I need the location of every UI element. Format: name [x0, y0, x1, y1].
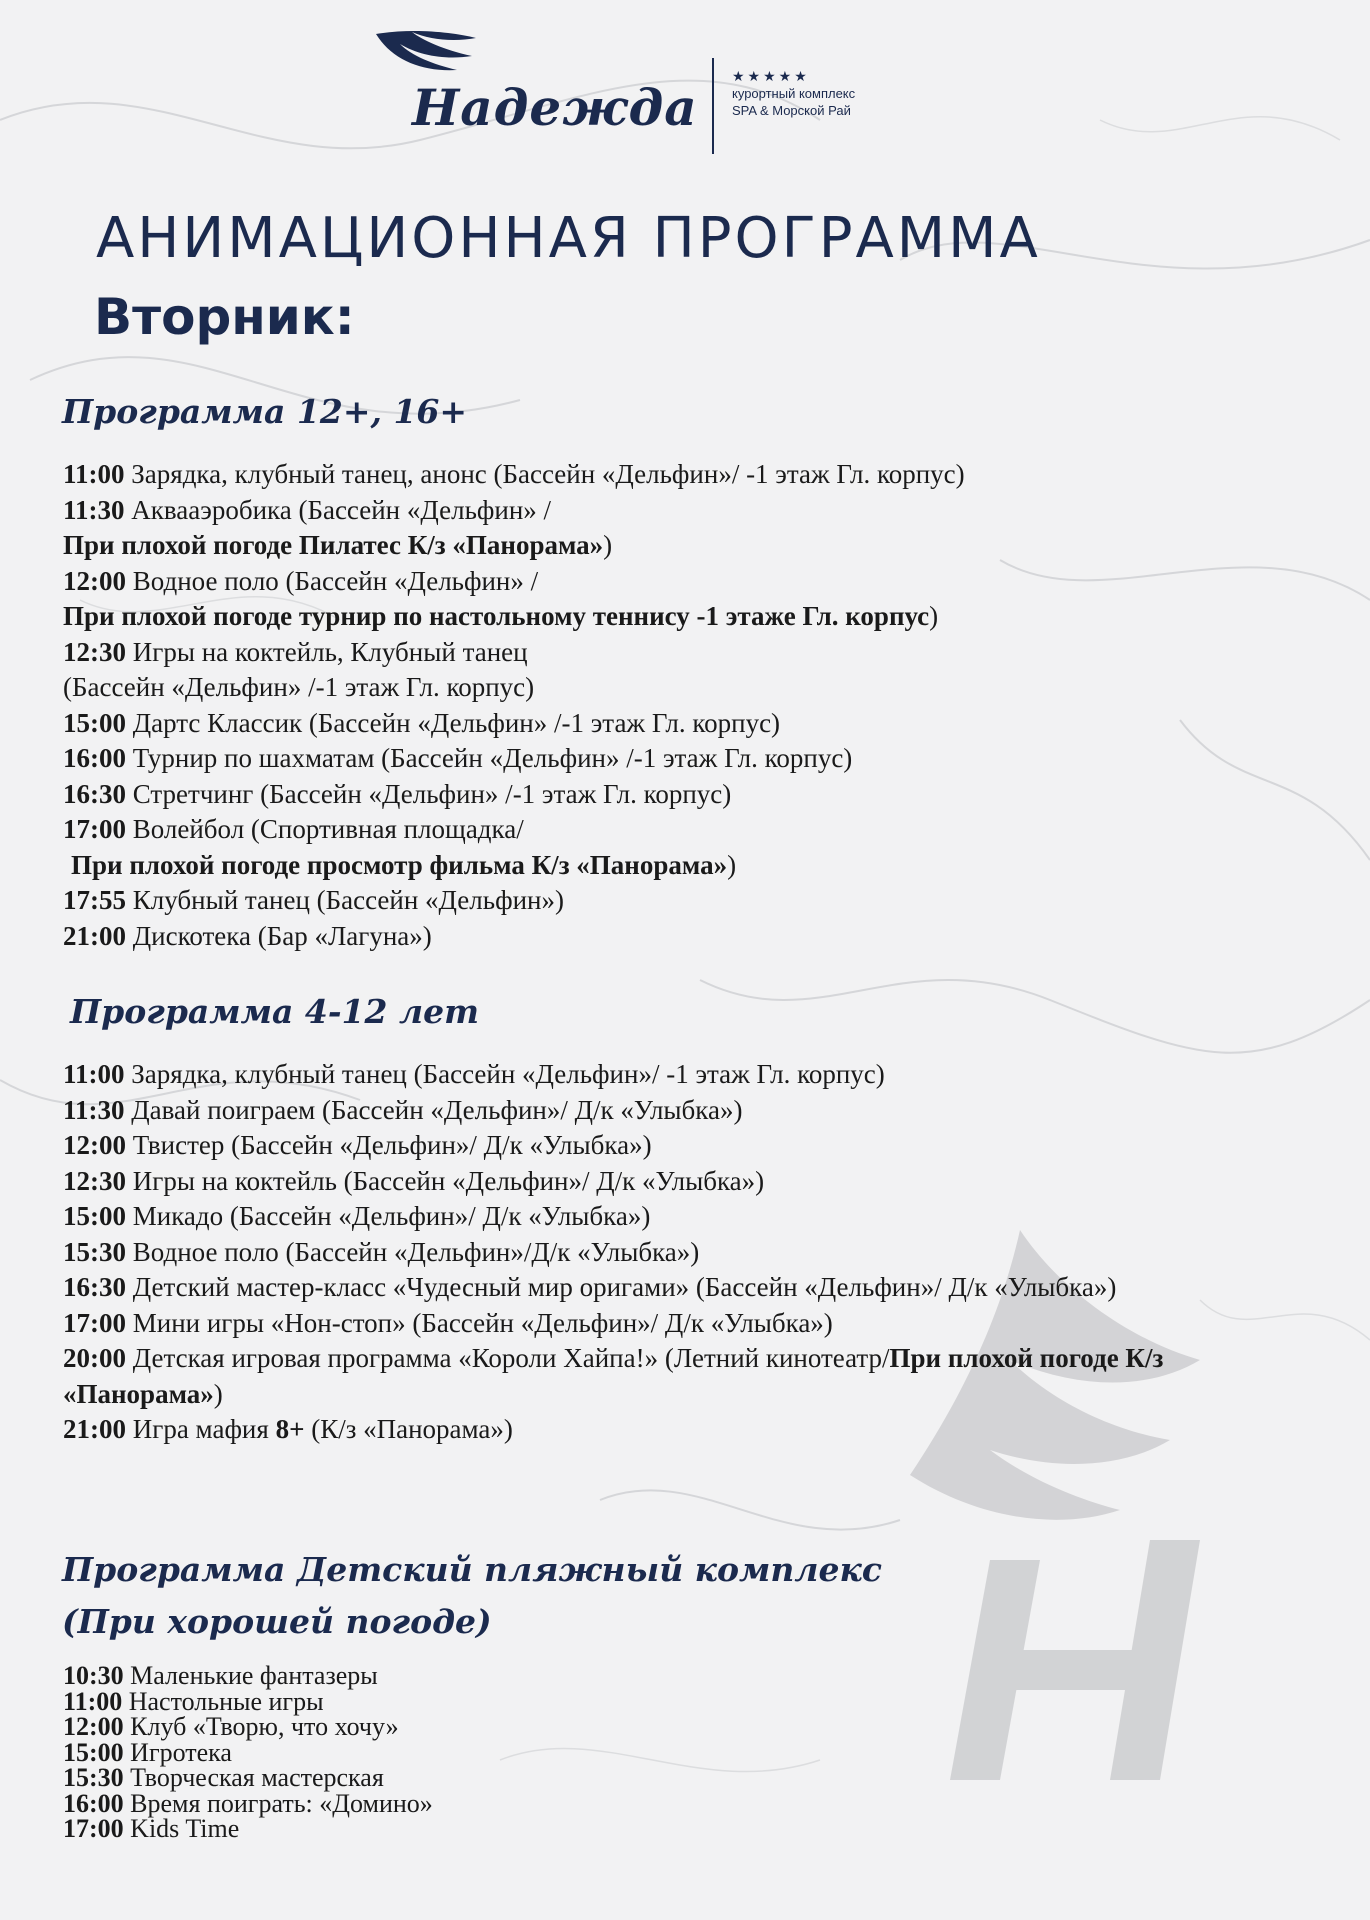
list-item: 15:00 Микадо (Бассейн «Дельфин»/ Д/к «Улыбка»): [63, 1201, 651, 1231]
list-item: 16:30 Детский мастер-класс «Чудесный мир оригами» (Бассейн «Дельфин»/ Д/к «Улыбка»): [63, 1272, 1117, 1302]
list-item: 15:30 Творческая мастерская: [63, 1763, 384, 1792]
list-item: При плохой погоде Пилатес К/з «Панорама»): [63, 530, 613, 560]
list-item: 20:00 Детская игровая программа «Короли Хайпа!» (Летний кинотеатр/При плохой погоде К/з «Панорама»): [63, 1343, 1164, 1409]
list-item: 17:00 Мини игры «Нон-стоп» (Бассейн «Дельфин»/ Д/к «Улыбка»): [63, 1307, 833, 1338]
list-item: 10:30 Маленькие фантазеры: [63, 1661, 378, 1690]
list-item: 16:00 Турнир по шахматам (Бассейн «Дельфин» /-1 этаж Гл. корпус): [63, 743, 853, 773]
list-item: 21:00 Игра мафия 8+ (К/з «Панорама»): [63, 1414, 513, 1444]
logo-line-1: курортный комплекс: [732, 86, 856, 101]
section-title-beach: Программа Детский пляжный комплекс: [62, 1550, 882, 1589]
hotel-logo: [372, 30, 892, 137]
list-item: 11:00 Зарядка, клубный танец (Бассейн «Дельфин»/ -1 этаж Гл. корпус): [63, 1059, 885, 1089]
section-title-4-12: Программа 4-12 лет: [70, 992, 480, 1031]
list-item: 15:00 Дартс Классик (Бассейн «Дельфин» /-1 этаж Гл. корпус): [63, 707, 781, 738]
list-item: 16:00 Время поиграть: «Домино»: [63, 1788, 433, 1818]
logo-divider: [712, 58, 714, 154]
schedule-list-4-12: [63, 1057, 1243, 1448]
section-subtitle-beach: (При хорошей погоде): [62, 1602, 492, 1641]
section-title-12plus: Программа 12+, 16+: [62, 392, 468, 431]
list-item: 11:30 Давай поиграем (Бассейн «Дельфин»/ Д/к «Улыбка»): [63, 1094, 743, 1125]
list-item: 15:30 Водное поло (Бассейн «Дельфин»/Д/к «Улыбка»): [63, 1236, 700, 1267]
list-item: 12:00 Твистер (Бассейн «Дельфин»/ Д/к «Улыбка»): [63, 1130, 652, 1160]
list-item: 17:55 Клубный танец (Бассейн «Дельфин»): [63, 885, 564, 915]
day-heading: Вторник:: [94, 288, 355, 346]
list-item: 12:00 Клуб «Творю, что хочу»: [63, 1712, 399, 1741]
list-item: 16:30 Стретчинг (Бассейн «Дельфин» /-1 этаж Гл. корпус): [63, 778, 732, 809]
logo-line-2: SPA & Морской Рай: [732, 103, 851, 118]
schedule-list-beach: [63, 1663, 433, 1842]
logo-tagline: [732, 68, 855, 119]
list-item: 12:30 Игры на коктейль, Клубный танец: [63, 636, 528, 667]
list-item: 12:30 Игры на коктейль (Бассейн «Дельфин»/ Д/к «Улыбка»): [63, 1165, 765, 1196]
stars-rating: ★★★★★: [732, 68, 810, 84]
list-item: 15:00 Игротека: [63, 1737, 232, 1767]
schedule-list-12plus: [63, 457, 965, 954]
list-item: 11:30 Аквааэробика (Бассейн «Дельфин» /: [63, 494, 552, 525]
list-item: При плохой погоде просмотр фильма К/з «Панорама»): [71, 849, 737, 880]
brand-name: Надежда: [412, 78, 698, 137]
list-item: 17:00 Kids Time: [63, 1814, 240, 1843]
list-item: 21:00 Дискотека (Бар «Лагуна»): [63, 920, 432, 951]
list-item: 12:00 Водное поло (Бассейн «Дельфин» /: [63, 565, 539, 596]
list-item: 17:00 Волейбол (Спортивная площадка/: [63, 814, 524, 844]
list-item: (Бассейн «Дельфин» /-1 этаж Гл. корпус): [63, 672, 535, 702]
list-item: 11:00 Зарядка, клубный танец, анонс (Бассейн «Дельфин»/ -1 этаж Гл. корпус): [63, 459, 965, 489]
list-item: При плохой погоде турнир по настольному теннису -1 этаже Гл. корпус): [63, 601, 939, 631]
page-title: АНИМАЦИОННАЯ ПРОГРАММА: [96, 206, 1041, 271]
list-item: 11:00 Настольные игры: [63, 1686, 324, 1716]
